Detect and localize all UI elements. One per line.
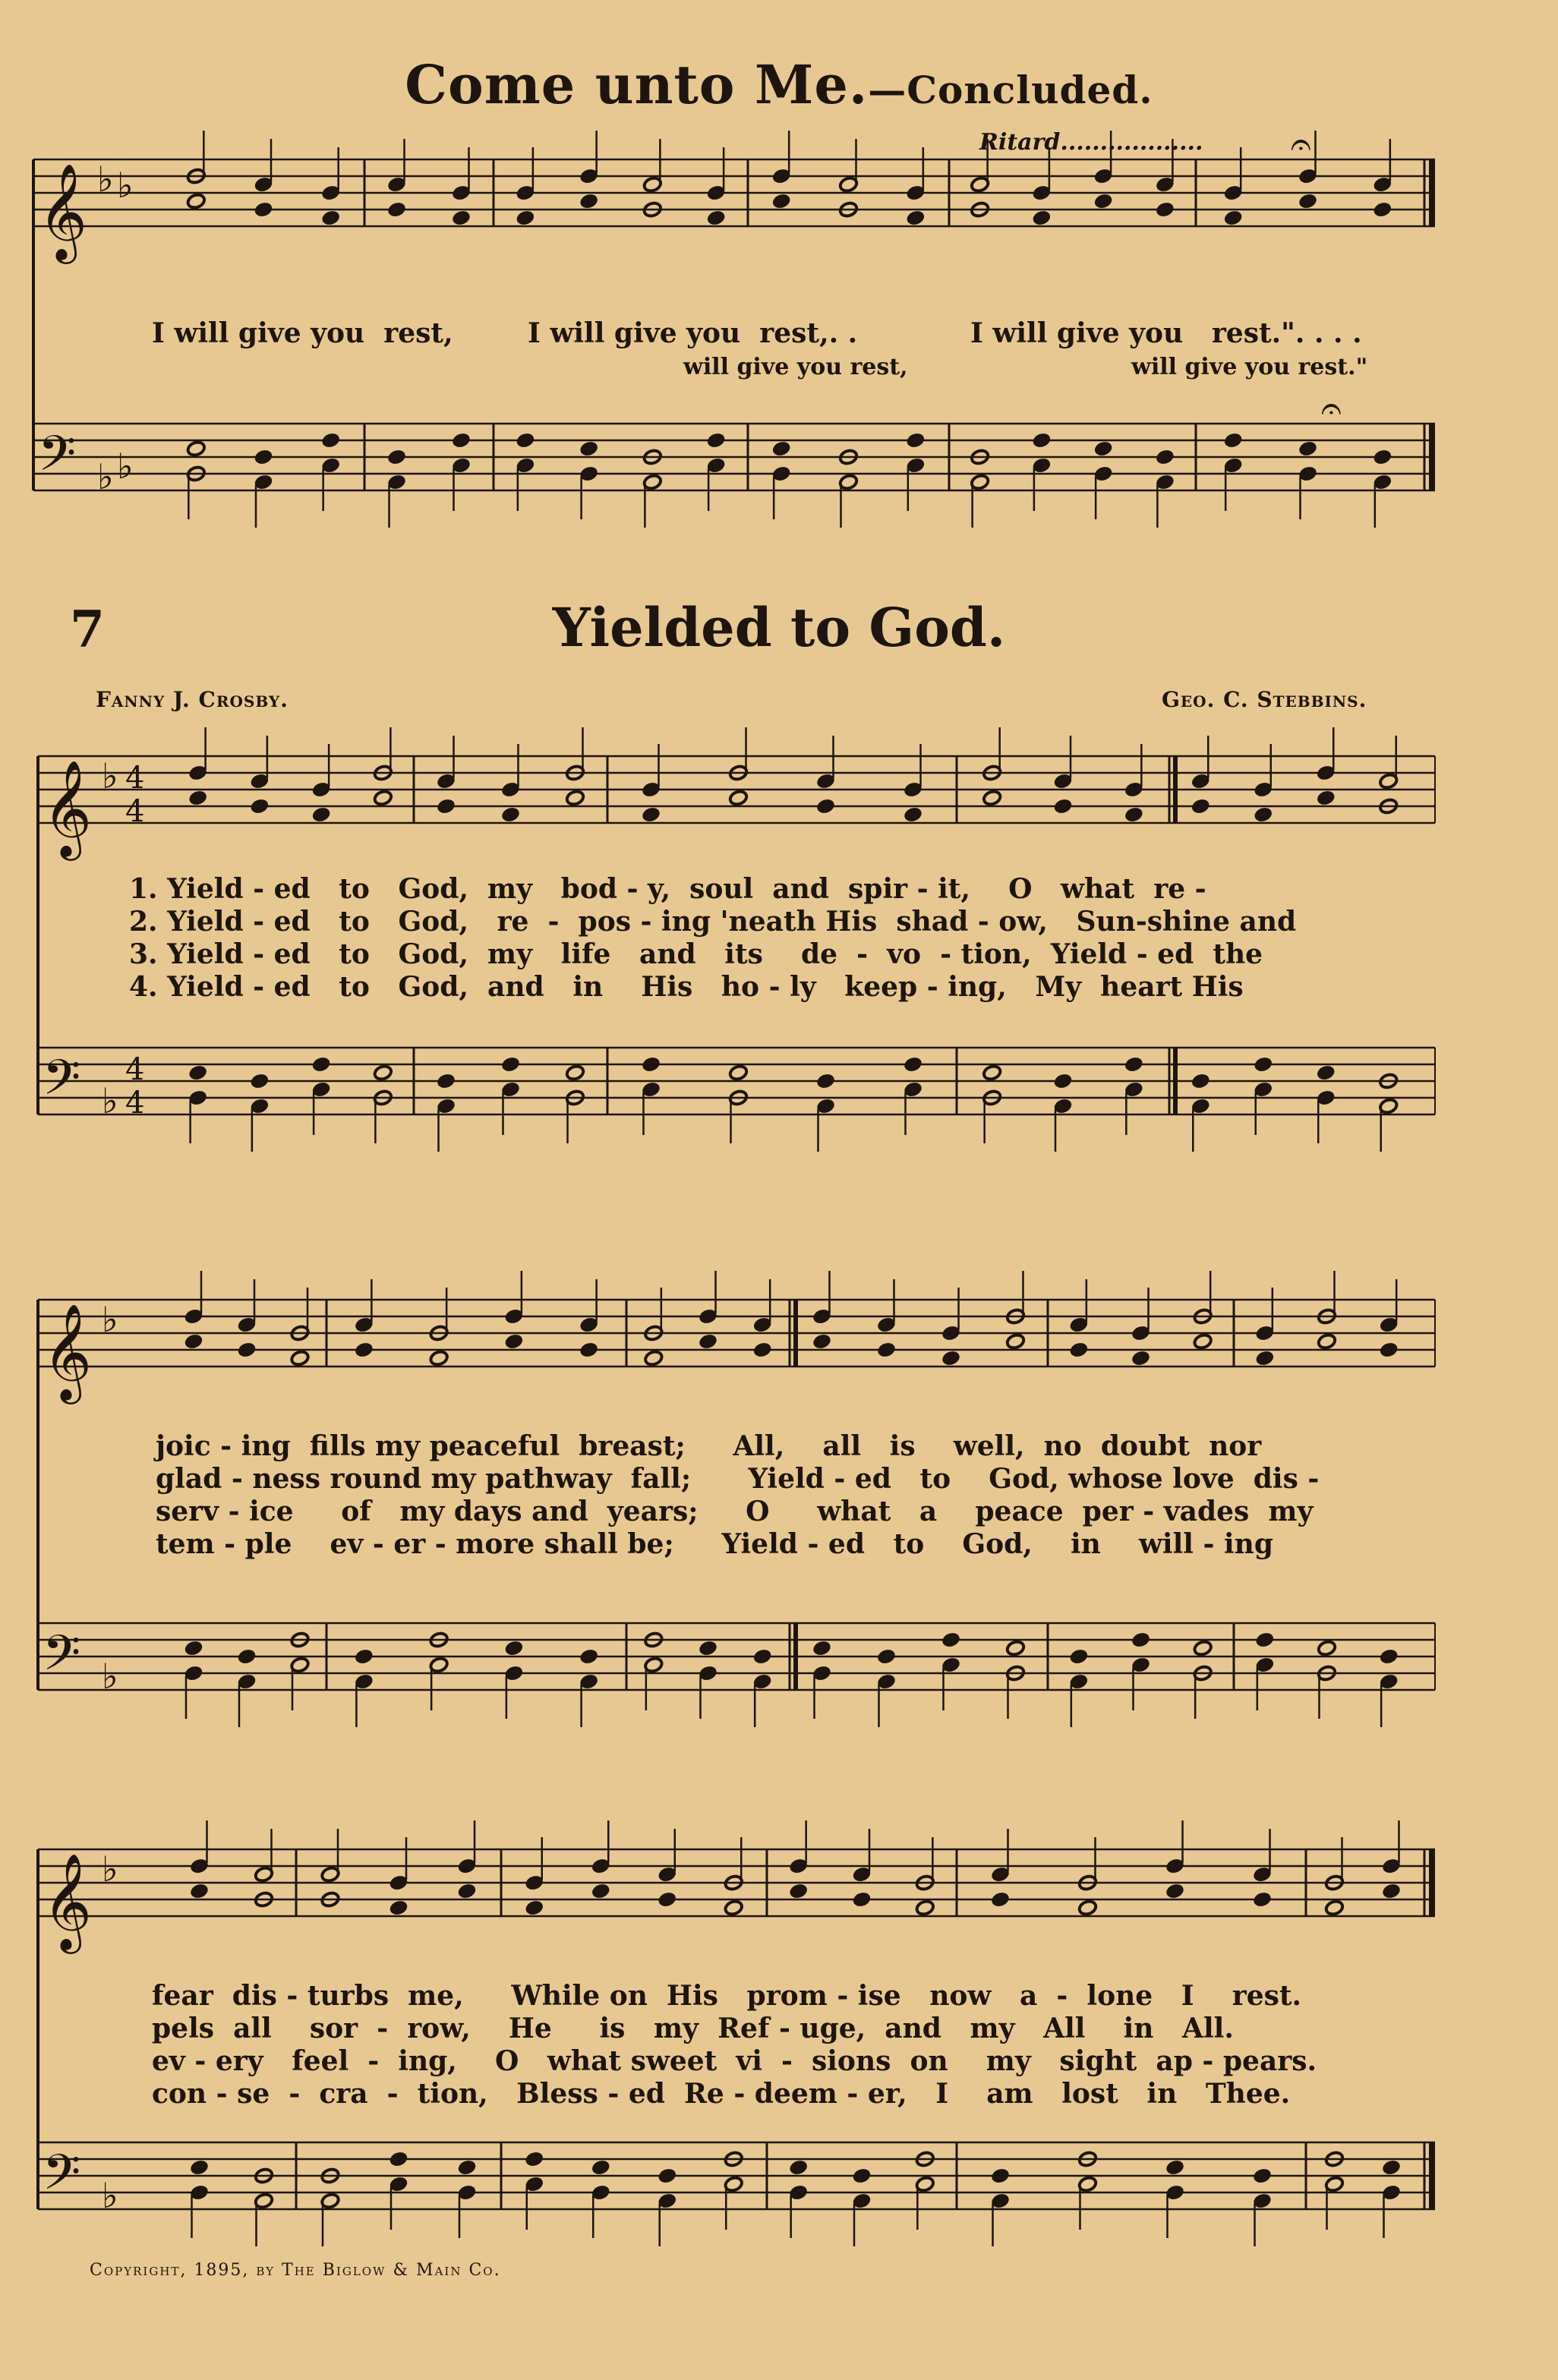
system-3-bass-note [990, 2167, 1010, 2185]
system-1-treble-note [728, 790, 748, 807]
system-2-treble-note [1131, 1350, 1150, 1367]
top-system-bass-note [906, 432, 926, 449]
system-2-treble-note [1193, 1333, 1213, 1351]
system-3-bass-note [457, 2159, 477, 2177]
s1-verse-1: 1. Yield - ed to God, my bod - y, soul and spir - it, O what re - [129, 873, 1206, 905]
system-1-bass-note [728, 1064, 748, 1082]
system-1-bass-note [1316, 1064, 1336, 1082]
system-2-bass-note [354, 1648, 374, 1666]
system-3-treble-note [1077, 1899, 1097, 1917]
top-system-key-flat-icon: ♭ [97, 456, 114, 497]
system-3-bass-note [852, 2167, 872, 2185]
system-2-bass-note [1193, 1640, 1213, 1657]
system-3-treble-note [990, 1891, 1010, 1909]
system-1-bass-note [1254, 1056, 1273, 1073]
system-1-key-flat-icon: ♭ [102, 755, 118, 796]
system-2-treble-note [941, 1350, 960, 1367]
system-1-treble-note [565, 790, 585, 807]
system-2-treble-note [1005, 1333, 1025, 1351]
system-3-bass-note [1381, 2159, 1401, 2177]
system-3-treble-note [1165, 1883, 1184, 1900]
system-3-treble-note [525, 1899, 544, 1917]
s2-verse-2: glad - ness round my pathway fall; Yield - ed to God, whose love dis - [156, 1463, 1320, 1495]
system-2-treble-note [354, 1341, 374, 1359]
ritard-marking: Ritard.................. [979, 129, 1203, 156]
system-2-bass-note [1255, 1631, 1275, 1649]
system-1-treble-note [500, 806, 520, 824]
top-system-bass-note [1373, 449, 1392, 466]
system-2-key-flat-icon: ♭ [102, 1299, 118, 1340]
top-system-bass-note [1298, 440, 1317, 458]
s1-verse-3: 3. Yield - ed to God, my life and its de - vo - tion, Yield - ed the [129, 938, 1263, 970]
system-2-treble-note [752, 1341, 772, 1359]
fermata-icon: 𝄐 [1291, 123, 1311, 165]
top-lyric-1a: I will give you rest, [152, 317, 453, 349]
top-system-bass-note [1093, 440, 1113, 458]
system-1-treble-note [1124, 806, 1143, 824]
system-1-treble-note [311, 806, 331, 824]
top-title-main: Come unto Me. [405, 53, 869, 116]
system-2-treble-note [1255, 1350, 1275, 1367]
time-signature-icon: 4 [125, 1086, 145, 1121]
time-signature-icon: 4 [125, 761, 145, 796]
top-system-bass-note [254, 449, 273, 466]
system-2-treble-note [184, 1333, 203, 1351]
system-3-key-flat-icon: ♭ [102, 2175, 118, 2216]
s1-verse-4: 4. Yield - ed to God, and in His ho - ly keep - ing, My heart His [129, 971, 1244, 1003]
system-2-treble-note [237, 1341, 257, 1359]
system-2-treble-note [812, 1333, 831, 1351]
system-2-treble-clef-icon: 𝄞 [43, 1303, 93, 1400]
system-3-treble-clef-icon: 𝄞 [43, 1852, 93, 1950]
system-2-treble-note [504, 1333, 524, 1351]
system-2-bass-clef-icon: 𝄢 [43, 1625, 81, 1694]
system-2-treble-note [429, 1350, 449, 1367]
system-1-bass-note [250, 1073, 270, 1090]
system-3-treble-note [389, 1899, 408, 1917]
system-3-treble-note [1252, 1891, 1272, 1909]
system-1-treble-note [641, 806, 661, 824]
system-1-bass-clef-icon: 𝄢 [43, 1050, 81, 1118]
top-system-treble-note [186, 193, 206, 210]
system-2-bass-note [876, 1648, 896, 1666]
top-system-bass-note [1032, 432, 1052, 449]
top-system-bass-note [321, 432, 341, 449]
system-1-treble-note [1254, 806, 1273, 824]
time-signature-icon: 4 [125, 794, 145, 829]
top-system-treble-note [706, 210, 726, 227]
system-1-bass-note [311, 1056, 331, 1073]
s2-verse-3: serv - ice of my days and years; O what a peace per - vades my [156, 1496, 1314, 1527]
system-2-treble-note [1317, 1333, 1336, 1351]
system-1-key-flat-icon: ♭ [102, 1080, 118, 1121]
top-system-treble-note [1155, 201, 1175, 219]
top-system-bass-note [186, 440, 206, 458]
system-1-treble-note [1053, 798, 1073, 815]
s1-verse-2: 2. Yield - ed to God, re - pos - ing 'neath His shad - ow, Sun-shine and [129, 906, 1297, 938]
top-system-key-flat-icon: ♭ [97, 159, 114, 200]
system-1-bass-note [815, 1073, 835, 1090]
top-system-treble-note [321, 210, 341, 227]
system-2-bass-note [579, 1648, 599, 1666]
system-3-treble-note [1381, 1883, 1401, 1900]
system-3-bass-note [389, 2151, 408, 2168]
system-2-treble-note [579, 1341, 599, 1359]
top-system-treble-note [906, 210, 926, 227]
system-2-bass-note [698, 1640, 718, 1657]
s3-verse-4: con - se - cra - tion, Bless - ed Re - deem - er, I am lost in Thee. [152, 2078, 1291, 2110]
system-2-bass-note [1069, 1648, 1089, 1666]
system-1-bass-note [1124, 1056, 1143, 1073]
system-2-bass-note [504, 1640, 524, 1657]
system-1-treble-note [436, 798, 456, 815]
system-1-bass-note [641, 1056, 661, 1073]
system-2-bass-note [1317, 1640, 1336, 1657]
system-1-treble-clef-icon: 𝄞 [43, 759, 93, 856]
top-system-bass-note [516, 432, 535, 449]
top-system-bass-note [771, 440, 791, 458]
system-2-bass-note [184, 1640, 203, 1657]
system-3-treble-note [189, 1883, 209, 1900]
system-3-bass-note [658, 2167, 677, 2185]
system-2-bass-note [1005, 1640, 1025, 1657]
system-1-bass-note [982, 1064, 1002, 1082]
system-1-treble-note [373, 790, 393, 807]
top-system-bass-note [1223, 432, 1243, 449]
top-lyric-2b: will give you rest." [1131, 354, 1368, 380]
top-lyric-1b: I will give you rest,. . [528, 317, 858, 349]
system-1-bass-note [903, 1056, 922, 1073]
system-2-treble-note [644, 1350, 664, 1367]
hymn-title: Yielded to God. [552, 596, 1006, 659]
system-3-treble-note [591, 1883, 610, 1900]
system-3-bass-clef-icon: 𝄢 [43, 2145, 81, 2213]
system-1-treble-note [982, 790, 1002, 807]
top-system-treble-note [1373, 201, 1392, 219]
time-signature-icon: 4 [125, 1052, 145, 1087]
top-lyric-2a: will give you rest, [683, 354, 908, 380]
top-system-treble-note [579, 193, 599, 210]
system-3-treble-note [789, 1883, 809, 1900]
system-2-bass-note [237, 1648, 257, 1666]
top-system-bass-note [1155, 449, 1175, 466]
system-2-bass-note [812, 1640, 831, 1657]
copyright-notice: Copyright, 1895, by The Biglow & Main Co. [90, 2261, 501, 2280]
system-3-bass-note [1165, 2159, 1184, 2177]
top-system-key-flat-icon: ♭ [117, 165, 134, 206]
system-1-treble-note [250, 798, 270, 815]
system-2-bass-note [941, 1631, 960, 1649]
top-system-treble-note [1093, 193, 1113, 210]
fermata-icon: 𝄐 [1321, 387, 1342, 430]
hymn-composer: Geo. C. Stebbins. [1162, 687, 1367, 712]
system-1-treble-note [1191, 798, 1210, 815]
system-1-treble-note [903, 806, 922, 824]
system-2-key-flat-icon: ♭ [102, 1656, 118, 1697]
system-1-treble-note [188, 790, 208, 807]
system-1-bass-note [565, 1064, 585, 1082]
system-2-treble-note [1379, 1341, 1399, 1359]
s2-verse-4: tem - ple ev - er - more shall be; Yield - ed to God, in will - ing [156, 1528, 1273, 1560]
top-system-bass-note [451, 432, 471, 449]
s3-verse-2: pels all sor - row, He is my Ref - uge, and my All in All. [152, 2013, 1234, 2044]
top-system-treble-note [1223, 210, 1243, 227]
system-1-bass-note [500, 1056, 520, 1073]
top-system-treble-note [254, 201, 273, 219]
s3-verse-3: ev - ery feel - ing, O what sweet vi - sions on my sight ap - pears. [152, 2045, 1317, 2077]
system-2-bass-note [1379, 1648, 1399, 1666]
top-title-suffix: —Concluded. [868, 68, 1153, 112]
system-2-bass-note [752, 1648, 772, 1666]
system-2-treble-note [290, 1350, 310, 1367]
system-2-treble-note [698, 1333, 718, 1351]
system-1-bass-note [373, 1064, 393, 1082]
system-3-treble-note [915, 1899, 935, 1917]
system-2-treble-note [1069, 1341, 1089, 1359]
s2-verse-1: joic - ing fills my peaceful breast; All, all is well, no doubt nor [156, 1430, 1262, 1462]
system-3-bass-note [591, 2159, 610, 2177]
s3-verse-1: fear dis - turbs me, While on His prom - ise now a - lone I rest. [152, 1980, 1302, 2012]
top-system-bass-clef-icon: 𝄢 [38, 426, 77, 494]
system-3-treble-note [1324, 1899, 1344, 1917]
top-system-bass-note [706, 432, 726, 449]
hymn-number: 7 [70, 600, 105, 659]
top-system-treble-note [771, 193, 791, 210]
system-2-bass-note [1131, 1631, 1150, 1649]
top-system-treble-note [386, 201, 406, 219]
top-system-bass-note [386, 449, 406, 466]
system-3-key-flat-icon: ♭ [102, 1849, 118, 1890]
top-system-key-flat-icon: ♭ [117, 446, 134, 487]
top-system-treble-note [451, 210, 471, 227]
top-system-treble-note [516, 210, 535, 227]
system-1-bass-note [1053, 1073, 1073, 1090]
system-3-treble-note [852, 1891, 872, 1909]
system-3-treble-note [724, 1899, 743, 1917]
system-1-treble-note [815, 798, 835, 815]
system-3-bass-note [1252, 2167, 1272, 2185]
top-system-bass-note [579, 440, 599, 458]
system-3-bass-note [525, 2151, 544, 2168]
hymn-author: Fanny J. Crosby. [96, 687, 289, 712]
system-3-treble-note [457, 1883, 477, 1900]
system-2-treble-note [876, 1341, 896, 1359]
system-3-treble-note [658, 1891, 677, 1909]
system-1-bass-note [1191, 1073, 1210, 1090]
system-1-bass-note [436, 1073, 456, 1090]
top-lyric-1c: I will give you rest.". . . . [970, 317, 1362, 349]
system-1-bass-note [188, 1064, 208, 1082]
system-3-bass-note [789, 2159, 809, 2177]
system-1-treble-note [1316, 790, 1336, 807]
top-system-treble-note [1298, 193, 1317, 210]
top-system-treble-note [1032, 210, 1052, 227]
top-system-treble-clef-icon: 𝄞 [38, 162, 88, 260]
system-3-bass-note [189, 2159, 209, 2177]
